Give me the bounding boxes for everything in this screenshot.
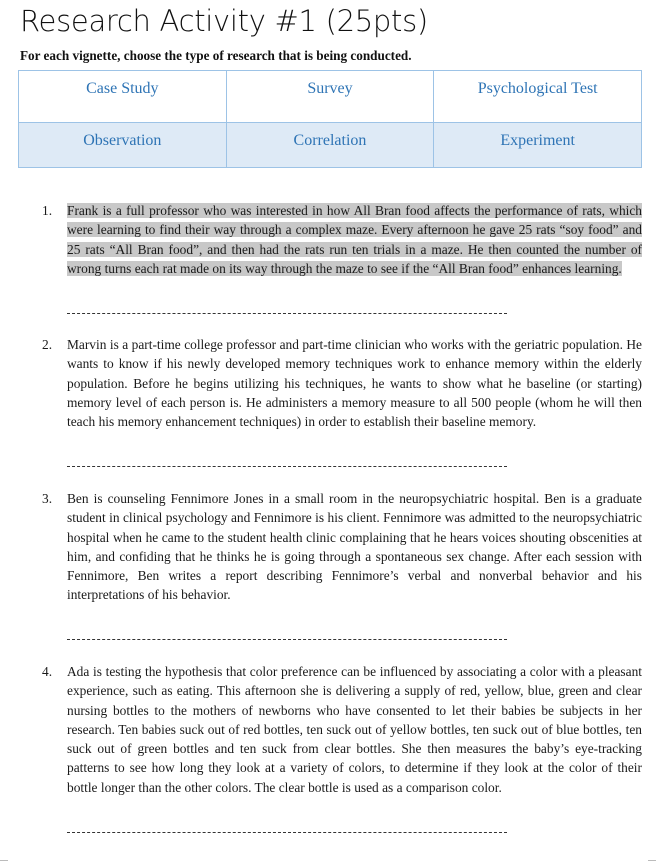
vignette-number: 3. bbox=[42, 491, 53, 506]
answer-blank[interactable] bbox=[67, 832, 507, 833]
choice-observation: Observation bbox=[19, 123, 227, 168]
vignette-text[interactable]: Ada is testing the hypothesis that color preference can be influenced by associating a color with a pleasant experience, such as eating. This afternoon she is delivering a supply of red, yellow, blue, green and clear nursing bottles to the mothers of newborns who have consented to let their babies be subjects in her research. Ten babies suck out of red bottles, ten suck out of yellow bottles, ten suck out of blue bottles, ten suck out of green bottles and ten suck from clear bottles. She then measures the baby’s eye-tracking patterns to see how long they look at a variety of colors, to determine if they look at the color of their bottle longer than the other colors. The clear bottle is used as a comparison color. bbox=[67, 664, 642, 795]
answer-blank[interactable] bbox=[67, 313, 507, 314]
page-title: Research Activity #1 (25pts) bbox=[20, 4, 428, 38]
answer-blank[interactable] bbox=[67, 639, 507, 640]
research-types-table bbox=[18, 70, 642, 168]
instructions: For each vignette, choose the type of research that is being conducted. bbox=[20, 48, 412, 63]
page-corner-mark bbox=[648, 860, 656, 861]
vignette-text[interactable] bbox=[67, 201, 642, 278]
research-types-row bbox=[19, 123, 642, 168]
choice-experiment: Experiment bbox=[434, 123, 642, 168]
vignette-text[interactable]: Ben is counseling Fennimore Jones in a small room in the neuropsychiatric hospital. Ben is a graduate student in clinical psychology and Fennimore is his client. Fennimore was admitted to the neuropsychiatric hospital when he came to the student health clinic complaining that he hears voices shouting obscenities at him, and confiding that he thinks he is going through a spontaneous sex change. After each session with Fennimore, Ben writes a report describing Fennimore’s verbal and nonverbal behavior and his interpretations of his behavior. bbox=[67, 491, 642, 603]
research-types-row bbox=[19, 71, 642, 123]
vignette-number: 1. bbox=[42, 203, 53, 218]
page-corner-mark bbox=[0, 860, 8, 861]
vignette-number: 2. bbox=[42, 337, 53, 352]
vignette-highlighted-text: Frank is a full professor who was interested in how All Bran food affects the performance of rats, which were learning to find their way through a complex maze. Every afternoon he gave 25 rats “soy food” and 25 rats “All Bran food”, and then had the rats run ten trials in a maze. He then counted the number of wrong turns each rat made on its way through the maze to see if the “All Bran food” enhances learning. bbox=[67, 203, 642, 276]
answer-blank[interactable] bbox=[67, 466, 507, 467]
choice-correlation: Correlation bbox=[226, 123, 434, 168]
choice-psychological-test: Psychological Test bbox=[434, 71, 642, 123]
choice-survey: Survey bbox=[226, 71, 434, 123]
vignette-number: 4. bbox=[42, 664, 53, 679]
vignette-text[interactable]: Marvin is a part-time college professor and part-time clinician who works with the geriatric population. He wants to know if his newly developed memory techniques work to enhance memory within the elderly population. Before he begins utilizing his techniques, he wants to show what he baseline (or starting) memory level of each person is. He administers a memory measure to all 500 people (whom he will then teach his memory enhancement techniques) in order to establish their baseline memory. bbox=[67, 337, 642, 430]
choice-case-study: Case Study bbox=[19, 71, 227, 123]
